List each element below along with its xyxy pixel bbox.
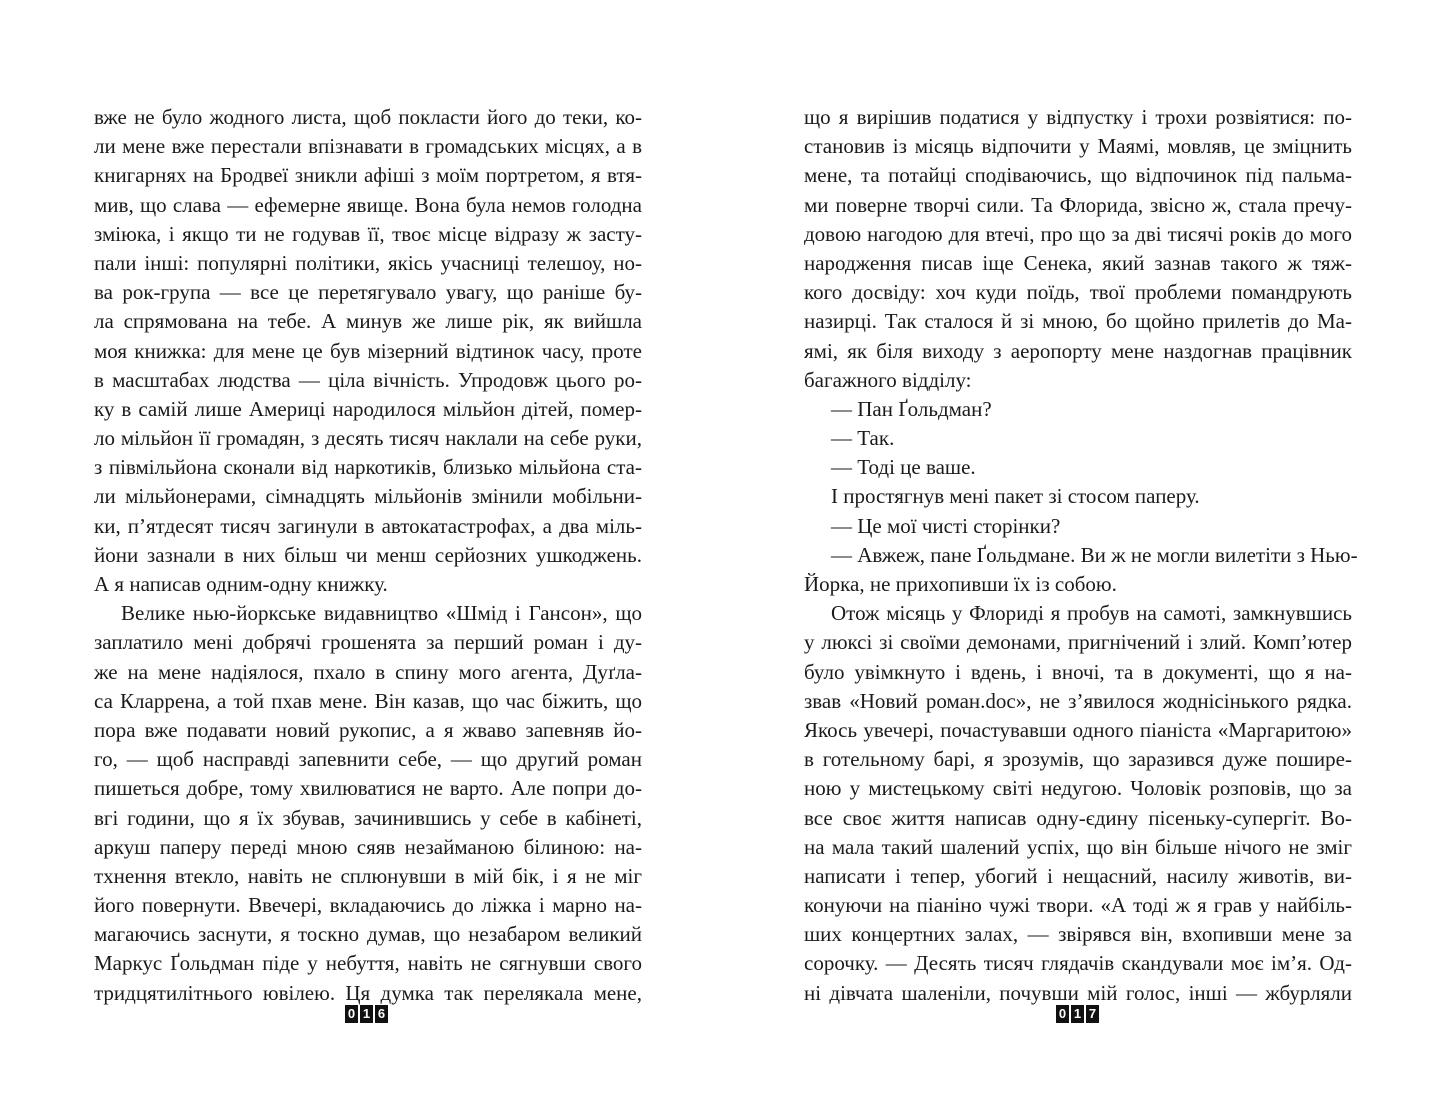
- text-line: у люксі зі своїми демонами, пригнічений і злий. Комп’ютер: [804, 630, 1352, 655]
- text-line: ло мільйон її громадян, з десять тисяч наклали на себе руки,: [94, 426, 642, 451]
- right-page-number: [1056, 1005, 1099, 1023]
- text-line: що я вирішив податися у відпустку і трохи розвіятися: по-: [804, 105, 1352, 129]
- text-line: ною у мистецькому світі недугою. Чоловік розповів, що за: [804, 776, 1352, 801]
- text-line: заплатило мені добрячі грошенята за перший роман і ду-: [94, 630, 642, 655]
- text-line: назирці. Так сталося й зі мною, бо щойно прилетів до Ма-: [804, 309, 1352, 334]
- text-line: ки, п’ятдесят тисяч загинули в автокатастрофах, а два міль-: [94, 513, 642, 538]
- text-line: довою нагодою для втечі, про що за дві тисячі років до мого: [804, 221, 1352, 246]
- page-number-digit: 1: [1071, 1005, 1084, 1023]
- left-page-number: [345, 1005, 388, 1023]
- text-line: — Це мої чисті сторінки?: [831, 513, 1061, 538]
- text-line: мене, та потайці сподіваючись, що відпочинок під пальма-: [804, 163, 1352, 188]
- text-line: тридцятилітнього ювілею. Ця думка так перелякала мене,: [94, 980, 642, 1005]
- text-line: написати і тепер, убогий і нещасний, насилу животів, ви-: [804, 863, 1352, 888]
- text-line: І простягнув мені пакет зі стосом паперу.: [831, 484, 1200, 509]
- text-line: народження писав іще Сенека, який зазнав такого ж тяж-: [804, 250, 1352, 275]
- text-line: пишеться добре, тому хвилюватися не варто. Але попри до-: [94, 776, 642, 801]
- text-line: сорочку. — Десять тисяч глядачів скандували моє ім’я. Од-: [804, 951, 1352, 976]
- text-line: мив, що слава — ефемерне явище. Вона була немов голодна: [94, 192, 642, 217]
- text-line: книгарнях на Бродвеї зникли афіші з моїм портретом, я втя-: [94, 163, 642, 188]
- page-number-digit: 7: [1086, 1005, 1099, 1023]
- text-line: са Кларрена, а той пхав мене. Він казав, що час біжить, що: [94, 688, 642, 713]
- text-line: з півмільйона сконали від наркотиків, близько мільйона ста-: [94, 455, 642, 480]
- text-line: на мала такий шалений успіх, що він більше нічого не зміг: [804, 834, 1352, 859]
- text-line: в готельному барі, я зрозумів, що заразився дуже поширe-: [804, 747, 1352, 772]
- text-line: го, — щоб насправді запевнити себе, — що другий роман: [94, 747, 642, 772]
- page-number-digit: 1: [360, 1005, 373, 1023]
- text-line: було увімкнуто і вдень, і вночі, та в документі, що я на-: [804, 659, 1352, 684]
- text-line: його повернути. Ввечері, вкладаючись до ліжка і марно на-: [94, 893, 642, 918]
- text-line: ла спрямована на тебе. А минув же лише рік, як вийшла: [94, 309, 642, 334]
- text-line: становив із місяць відпочити у Маямі, мовляв, це зміцнить: [804, 134, 1352, 159]
- page-number-digit: 0: [345, 1005, 358, 1023]
- text-line: ва рок-група — все це перетягувало увагу, що раніше бу-: [94, 280, 642, 305]
- text-line: ку в самій лише Америці народилося мільйон дітей, помер-: [94, 396, 642, 421]
- text-line: ні дівчата шаленіли, почувши мій голос, інші — жбурляли: [804, 980, 1352, 1005]
- text-line: звав «Новий роман.doc», не з’явилося жоднісінького рядка.: [804, 688, 1352, 713]
- text-line: Велике нью-йоркське видавництво «Шмід і Гансон», що: [121, 601, 642, 626]
- text-line: ми поверне творчі сили. Та Флорида, звісно ж, стала пречу-: [804, 192, 1352, 217]
- page-number-digit: 6: [375, 1005, 388, 1023]
- text-line: моя книжка: для мене це був мізерний відтинок часу, проте: [94, 338, 642, 363]
- text-line: вже не було жодного листа, щоб покласти його до теки, ко-: [94, 105, 642, 129]
- text-line: ли мене вже перестали впізнавати в громадських місцях, а в: [94, 134, 642, 159]
- text-line: — Так.: [831, 426, 895, 451]
- right-page-text: [804, 103, 1358, 1008]
- text-line: пора вже подавати новий рукопис, а я жваво запевняв йо-: [94, 717, 642, 742]
- text-line: же на мене надіялося, пхало в спину мого агента, Дуґла-: [94, 659, 642, 684]
- text-line: пали інші: популярні політики, якісь учасниці телешоу, но-: [94, 250, 642, 275]
- text-line: Якось увечері, почастувавши одного піаніста «Маргаритою»: [804, 717, 1352, 742]
- text-line: — Тоді це ваше.: [831, 455, 976, 480]
- text-line: Маркус Ґольдман піде у небуття, навіть не сягнувши свого: [94, 951, 642, 976]
- text-line: ямі, як біля виходу з аеропорту мене наздогнав працівник: [804, 338, 1352, 363]
- text-line: змiюка, і якщо ти не годував її, твоє місце відразу ж засту-: [94, 221, 642, 246]
- text-line: ли мільйонерами, сімнадцять мільйонів змінили мобільни-: [94, 484, 642, 509]
- text-line: А я написав одним-одну книжку.: [94, 572, 388, 596]
- text-line: Йорка, не прихопивши їх із собою.: [804, 572, 1117, 596]
- text-line: магаючись заснути, я тоскно думав, що незабаром великий: [94, 922, 642, 947]
- text-line: йони зазнали в них більш чи менш серйозних ушкоджень.: [94, 542, 642, 567]
- text-line: в масштабах людства — ціла вічність. Упродовж цього ро-: [94, 367, 642, 392]
- text-line: кого досвіду: хоч куди поїдь, твої проблеми помандрують: [804, 280, 1352, 305]
- text-line: все своє життя написав одну-єдину пісеньку-супергіт. Во-: [804, 805, 1352, 830]
- text-line: ших концертних залах, — звірявся він, вхопивши мене за: [804, 922, 1352, 947]
- text-line: — Пан Ґольдман?: [831, 396, 992, 421]
- text-line: — Авжеж, пане Ґольдмане. Ви ж не могли вилетіти з Нью-: [831, 542, 1358, 567]
- page-number-digit: 0: [1056, 1005, 1069, 1023]
- text-line: Отож місяць у Флориді я пробув на самоті, замкнувшись: [831, 601, 1352, 626]
- text-line: конуючи на піаніно чужі твори. «А тоді ж я грав у найбіль-: [804, 893, 1352, 918]
- text-line: аркуш паперу переді мною сяяв незайманою білиною: на-: [94, 834, 642, 859]
- text-line: багажного відділу:: [804, 367, 972, 392]
- text-line: тхнення втекло, навіть не сплюнувши в мій бік, і я не міг: [94, 863, 642, 888]
- text-line: вгі години, що я їх збував, зачинившись у себе в кабінеті,: [94, 805, 642, 830]
- left-page-text: [94, 103, 642, 1008]
